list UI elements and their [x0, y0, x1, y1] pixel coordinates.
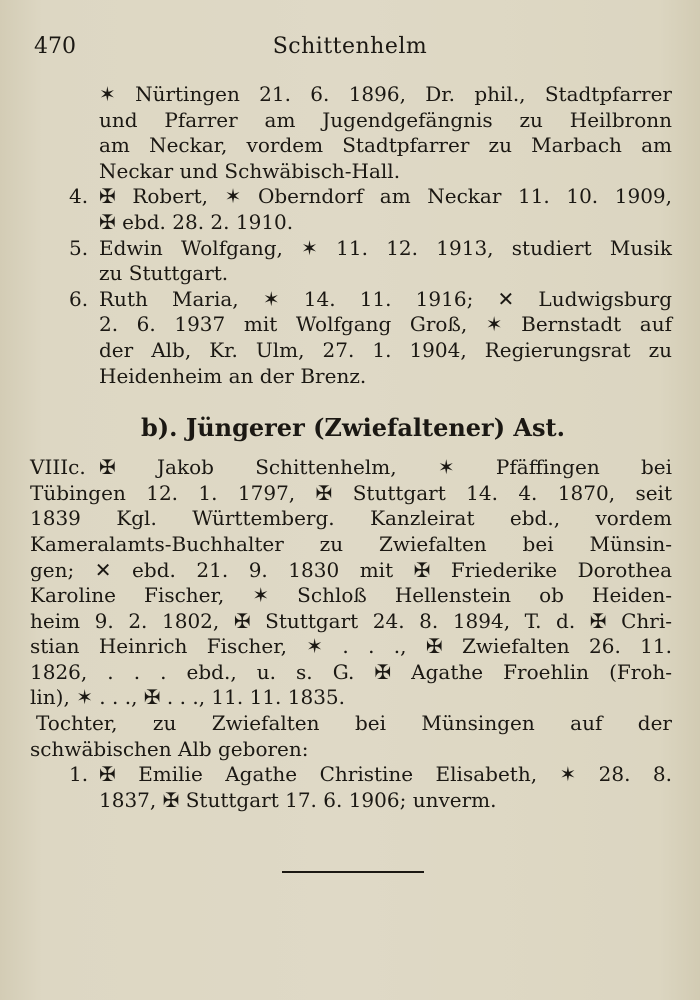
item-number: 4. — [69, 184, 89, 209]
text-line: Neckar und Schwäbisch-Hall. — [99, 158, 401, 183]
text-line: Tübingen 12. 1. 1797, ✠ Stuttgart 14. 4. 1870, seit — [30, 480, 672, 505]
text-line: schwäbischen Alb geboren: — [30, 736, 309, 761]
text-line: und Pfarrer am Jugendgefängnis zu Heilbronn — [99, 107, 672, 132]
continuation-paragraph — [99, 82, 672, 184]
genealogy-entry — [30, 455, 672, 711]
section-heading: b). Jüngerer (Zwiefaltener) Ast. — [141, 413, 565, 443]
text-line: stian Heinrich Fischer, ✶ . . ., ✠ Zwiefalten 26. 11. — [30, 634, 672, 659]
text-line: 2. 6. 1937 mit Wolfgang Groß, ✶ Bernstadt auf — [99, 312, 672, 337]
text-line: Heidenheim an der Brenz. — [99, 363, 367, 388]
text-line: der Alb, Kr. Ulm, 27. 1. 1904, Regierungsrat zu — [99, 337, 672, 362]
text-line: Ruth Maria, ✶ 14. 11. 1916; ✕ Ludwigsburg — [99, 286, 672, 311]
text-line: Edwin Wolfgang, ✶ 11. 12. 1913, studiert Musik — [99, 235, 672, 260]
text-line: heim 9. 2. 1802, ✠ Stuttgart 24. 8. 1894, T. d. ✠ Chri- — [30, 608, 672, 633]
text-line: ✶ Nürtingen 21. 6. 1896, Dr. phil., Stadtpfarrer — [99, 82, 672, 106]
text-line: Kameralamts-Buchhalter zu Zwiefalten bei Münsin- — [30, 531, 672, 556]
text-line: ✠ Robert, ✶ Oberndorf am Neckar 11. 10. 1909, — [99, 184, 672, 209]
text-line: am Neckar, vordem Stadtpfarrer zu Marbach am — [99, 133, 672, 158]
list-item — [69, 762, 672, 813]
daughter-intro — [30, 711, 672, 762]
closing-rule — [282, 871, 424, 873]
list-item — [69, 235, 672, 287]
text-line: ✠ Emilie Agathe Christine Elisabeth, ✶ 28. 8. — [99, 762, 672, 787]
list-item — [69, 286, 672, 389]
list-item — [69, 184, 672, 235]
page-body — [30, 82, 672, 813]
item-number: 6. — [69, 286, 89, 311]
text-line: Tochter, zu Zwiefalten bei Münsingen auf der — [36, 711, 672, 736]
text-line: zu Stuttgart. — [99, 261, 229, 286]
text-line: gen; ✕ ebd. 21. 9. 1830 mit ✠ Friederike Dorothea — [30, 557, 672, 582]
text-line: 1839 Kgl. Württemberg. Kanzleirat ebd., vordem — [30, 506, 672, 531]
text-line: lin), ✶ . . ., ✠ . . ., 11. 11. 1835. — [30, 685, 346, 710]
text-line: 1837, ✠ Stuttgart 17. 6. 1906; unverm. — [99, 787, 497, 812]
text-line: Karoline Fischer, ✶ Schloß Hellenstein ob Heiden- — [30, 583, 672, 608]
generation-label: VIIIc. — [30, 455, 86, 480]
running-title: Schittenhelm — [272, 34, 428, 59]
text-line: ✠ ebd. 28. 2. 1910. — [99, 209, 294, 234]
item-number: 5. — [69, 235, 89, 260]
text-line: ✠ Jakob Schittenhelm, ✶ Pfäffingen bei — [99, 455, 672, 480]
page-number: 470 — [34, 34, 76, 59]
text-line: 1826, . . . ebd., u. s. G. ✠ Agathe Froehlin (Froh- — [30, 659, 672, 684]
item-number: 1. — [69, 762, 89, 787]
